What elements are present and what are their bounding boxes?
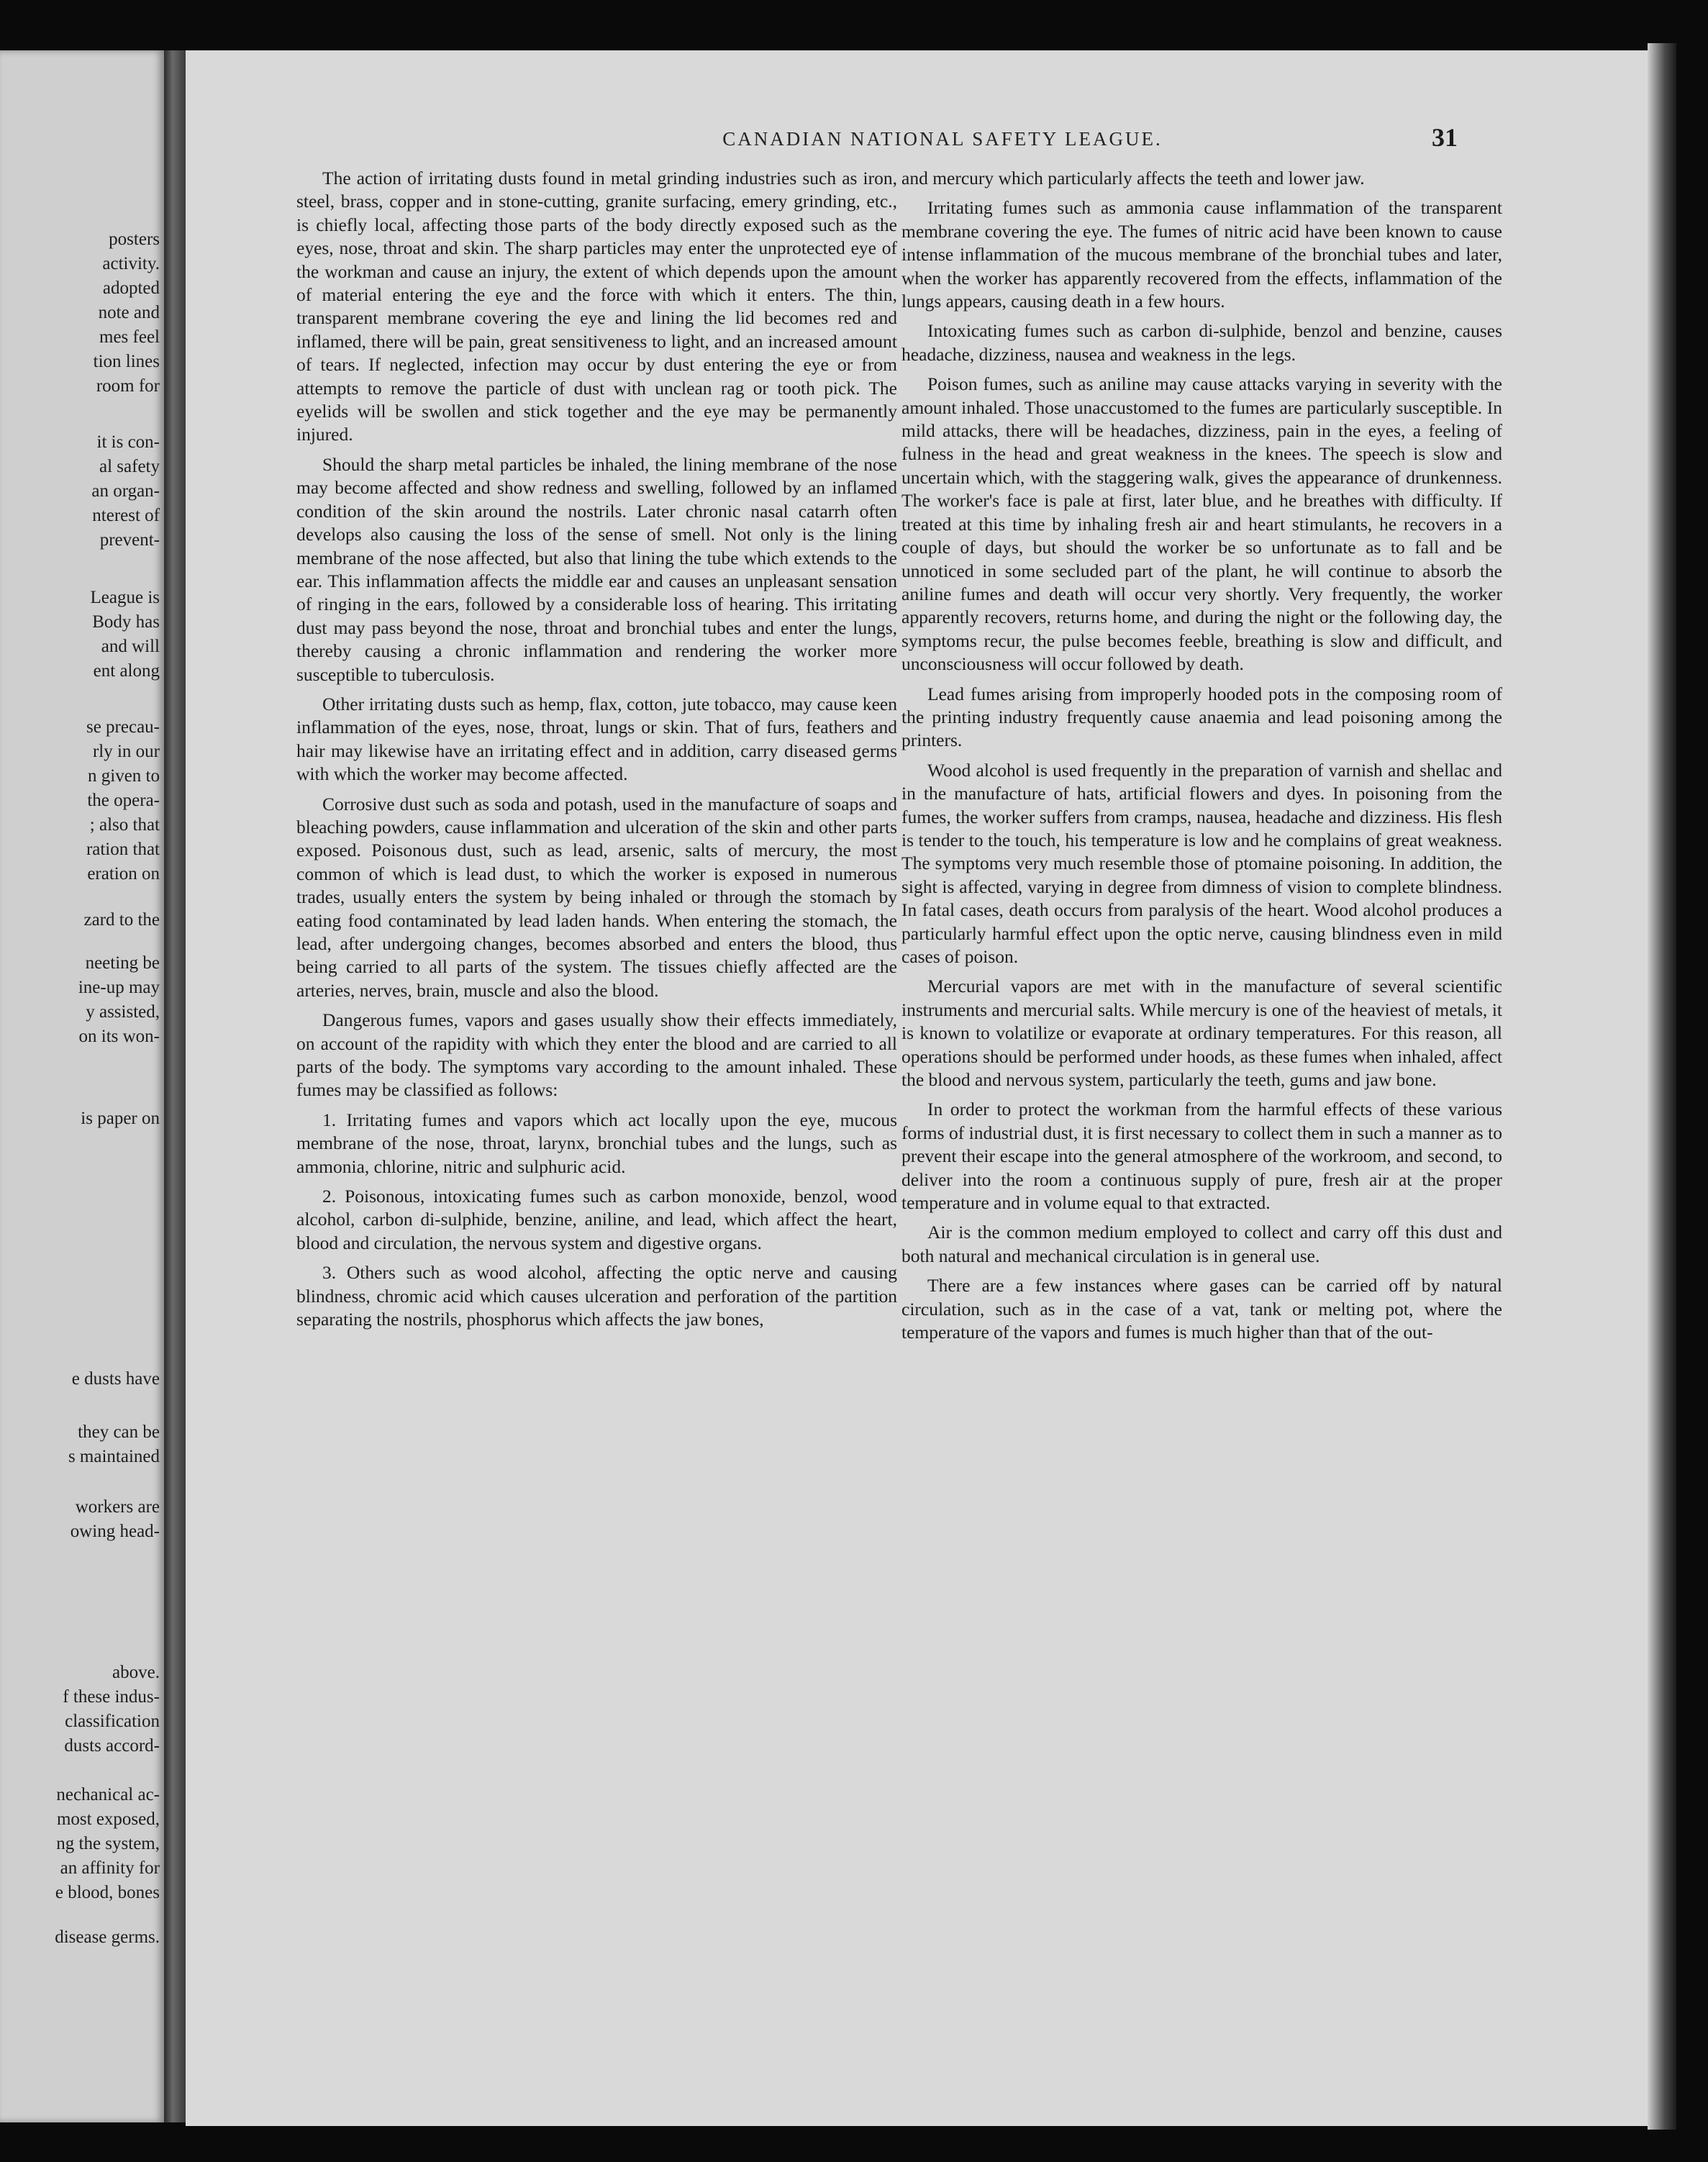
left-page-fragment: ng the system,	[56, 1834, 160, 1853]
left-page-fragment: zard to the	[83, 910, 160, 930]
left-page-fragment: n given to	[88, 766, 160, 786]
paragraph: In order to protect the workman from the harmful effects of these various forms of industrial dust, it is first necessary to collect them in such a manner as to prevent their escape into the general atmosphere of the workroom, and second, to deliver into the room a continuous supply of pure, fresh air at the proper temperature and in volume equal to that extracted.	[901, 1099, 1502, 1214]
left-page-fragment: nterest of	[92, 506, 160, 525]
left-page-fragment: y assisted,	[86, 1002, 160, 1022]
paragraph: Poison fumes, such as aniline may cause attacks varying in severity with the amount inhaled. Those unaccustomed to the fumes are particularly susceptible. In mild attacks, there will be headaches, dizziness, pain in the eyes, a feeling of fulness in the head and great weakness in the knees. The speech is slow and uncertain which, with the staggering walk, gives the appearance of drunkenness. The worker's face is pale at first, later blue, and he breathes with difficulty. If treated at this time by inhaling fresh air and heart stimulants, he recovers in a couple of days, but should the worker be so unfortunate as to fall and be unnoticed in some secluded part of the plant, he will continue to absorb the aniline fumes and death will occur very shortly. Very frequently, the worker apparently recovers, returns home, and during the night or the following day, the symptoms recur, the pulse becomes feeble, breathing is slow and difficult, and unconsciousness will occur followed by death.	[901, 373, 1502, 675]
paragraph: and mercury which particularly affects the teeth and lower jaw.	[901, 168, 1365, 189]
paragraph: Corrosive dust such as soda and potash, used in the manufacture of soaps and bleaching powders, cause inflammation and ulceration of the skin and other parts exposed. Poisonous dust, such as lead, arsenic, salts of mercury, the most common of which is lead dust, to which the worker is exposed in numerous trades, usually enters the system by being inhaled or through the stomach by eating food contaminated by lead laden hands. When entering the stomach, the lead, after undergoing changes, becomes absorbed and enters the blood, thus being carried to all parts of the system. The tissues chiefly affected are the arteries, nerves, brain, muscle and also the blood.	[296, 793, 897, 1001]
left-page-fragment: room for	[96, 376, 160, 396]
paragraph: Wood alcohol is used frequently in the preparation of varnish and shellac and in the manufacture of hats, artificial flowers and dyes. In poisoning from the fumes, the worker suffers from cramps, nausea, headache and dizziness. His flesh is tender to the touch, his temperature is low and he complains of great weakness. The symptoms very much resemble those of ptomaine poisoning. In addition, the sight is affected, varying in degree from dimness of vision to complete blindness. In fatal cases, death occurs from paralysis of the heart. Wood alcohol produces a particularly harmful effect upon the optic nerve, causing blindness even in mild cases of poison.	[901, 759, 1502, 967]
left-page-fragment: League is	[90, 588, 160, 607]
left-page-fragment: neeting be	[85, 953, 160, 973]
left-page-fragment: most exposed,	[56, 1809, 160, 1829]
left-page-fragment: prevent-	[99, 530, 160, 550]
left-page-edge	[0, 50, 164, 2122]
list-item: 2. Poisonous, intoxicating fumes such as carbon monoxide, benzol, wood alcohol, carbon di-sulphide, benzine, aniline, and lead, which affect the heart, blood and circulation, the nervous system and digestive organs.	[296, 1186, 897, 1253]
left-page-fragment: e blood, bones	[55, 1883, 160, 1902]
left-page-fragment: mes feel	[99, 327, 160, 347]
left-page-fragment: classification	[65, 1712, 160, 1731]
left-page-fragment: f these indus-	[63, 1687, 160, 1707]
left-page-fragment: s maintained	[68, 1447, 160, 1466]
left-text-column	[296, 167, 897, 1338]
left-page-fragment: ; also that	[89, 815, 160, 835]
left-page-fragment: on its won-	[78, 1027, 160, 1046]
left-page-fragment: disease germs.	[55, 1927, 160, 1947]
left-page-fragment: is paper on	[81, 1109, 160, 1128]
left-page-fragment: they can be	[78, 1422, 160, 1442]
paragraph: Irritating fumes such as ammonia cause inflammation of the transparent membrane covering the eye. The fumes of nitric acid have been known to cause intense inflammation of the mucous membrane of the bronchial tubes and later, when the worker has apparently recovered from the effects, inflammation of the lungs appears, causing death in a few hours.	[901, 197, 1502, 312]
left-page-fragment: Body has	[92, 612, 160, 632]
left-page-fragment: tion lines	[93, 352, 160, 371]
left-page-fragment: nechanical ac-	[56, 1785, 160, 1804]
list-item: 3. Others such as wood alcohol, affecting the optic nerve and causing blindness, chromic acid which causes ulceration and perforation of the partition separating the nostrils, phosphorus which affects the jaw bones,	[296, 1262, 897, 1330]
left-page-fragment: rly in our	[92, 742, 160, 761]
left-page-fragment: al safety	[99, 457, 160, 476]
running-head: CANADIAN NATIONAL SAFETY LEAGUE.	[722, 128, 1163, 150]
paragraph: Other irritating dusts such as hemp, flax, cotton, jute tobacco, may cause keen inflammation of the eyes, nose, throat, lungs or skin. That of furs, feathers and hair may likewise have an irritating effect and in addition, carry diseased germs with which the worker may become affected.	[296, 693, 897, 785]
left-page-fragment: above.	[112, 1663, 160, 1682]
page-number: 31	[1432, 123, 1458, 152]
left-page-fragment: e dusts have	[71, 1369, 160, 1389]
page-edge	[1648, 43, 1676, 2130]
left-page-fragment: eration on	[87, 864, 160, 884]
left-page-fragment: ine-up may	[78, 978, 160, 997]
list-item: 1. Irritating fumes and vapors which act locally upon the eye, mucous membrane of the nose, throat, larynx, bronchial tubes and the lungs, such as ammonia, chlorine, nitric and sulphuric acid.	[296, 1109, 897, 1177]
left-page-fragment: and will	[101, 637, 160, 656]
left-page-fragment: ent along	[93, 661, 160, 681]
paragraph: The action of irritating dusts found in metal grinding industries such as iron, steel, brass, copper and in stone-cutting, granite surfacing, emery grinding, etc., is chiefly local, affecting those parts of the body directly exposed such as the eyes, nose, throat and skin. The sharp particles may enter the unprotected eye of the workman and cause an injury, the extent of which depends upon the amount of material entering the eye and the force with which it enters. The thin, transparent membrane covering the eye and lining the lid becomes red and inflamed, there will be pain, great sensitiveness to light, and an increased amount of tears. If neglected, infection may occur by dust entering the eye or from attempts to remove the particle of dust with unclean rag or tooth pick. The eyelids will be swollen and stick together and the eye may be permanently injured.	[296, 168, 897, 445]
paragraph: Air is the common medium employed to collect and carry off this dust and both natural and mechanical circulation is in general use.	[901, 1222, 1502, 1266]
book-binding	[164, 50, 186, 2122]
left-page-fragment: an affinity for	[60, 1858, 160, 1878]
left-page-fragment: it is con-	[96, 432, 160, 452]
left-page-fragment: activity.	[102, 254, 160, 273]
left-page-fragment: the opera-	[87, 791, 160, 810]
paragraph: Intoxicating fumes such as carbon di-sulphide, benzol and benzine, causes headache, dizziness, nausea and weakness in the legs.	[901, 320, 1502, 365]
right-text-column	[901, 167, 1502, 1351]
paragraph: Lead fumes arising from improperly hooded pots in the composing room of the printing industry frequently cause anaemia and lead poisoning among the printers.	[901, 683, 1502, 751]
left-page-fragment: se precau-	[86, 717, 160, 737]
paragraph: Dangerous fumes, vapors and gases usually show their effects immediately, on account of the rapidity with which they enter the blood and are carried to all parts of the body. The symptoms vary according to the amount inhaled. These fumes may be classified as follows:	[296, 1009, 897, 1101]
left-page-fragment: an organ-	[91, 481, 160, 501]
left-page-fragment: workers are	[75, 1497, 160, 1517]
left-page-fragment: posters	[109, 230, 160, 249]
paragraph: Should the sharp metal particles be inhaled, the lining membrane of the nose may become affected and show redness and swelling, followed by an inflamed condition of the skin around the nostrils. Later chronic nasal catarrh often develops also causing the loss of the sense of smell. Not only is the lining membrane of the nose affected, but also that lining the tube which extends to the ear. This inflammation affects the middle ear and causes an unpleasant sensation of ringing in the ears, followed by a considerable loss of hearing. This irritating dust may pass beyond the nose, throat and bronchial tubes and enter the lungs, thereby causing a chronic inflammation and rendering the worker more susceptible to tuberculosis.	[296, 453, 897, 685]
left-page-fragment: ration that	[86, 840, 160, 859]
left-page-fragment: adopted	[102, 278, 160, 298]
left-page-fragment: owing head-	[70, 1522, 160, 1541]
paragraph: Mercurial vapors are met with in the manufacture of several scientific instruments and mercurial salts. While mercury is one of the heaviest of metals, it is known to volatilize or evaporate at ordinary temperatures. For this reason, all operations should be performed under hoods, as these fumes when inhaled, affect the blood and nervous system, particularly the teeth, gums and jaw bone.	[901, 976, 1502, 1091]
paragraph: There are a few instances where gases can be carried off by natural circulation, such as in the case of a vat, tank or melting pot, where the temperature of the vapors and fumes is much higher than that of the out-	[901, 1275, 1502, 1343]
left-page-fragment: note and	[98, 303, 160, 322]
left-page-fragment: dusts accord-	[64, 1736, 160, 1756]
